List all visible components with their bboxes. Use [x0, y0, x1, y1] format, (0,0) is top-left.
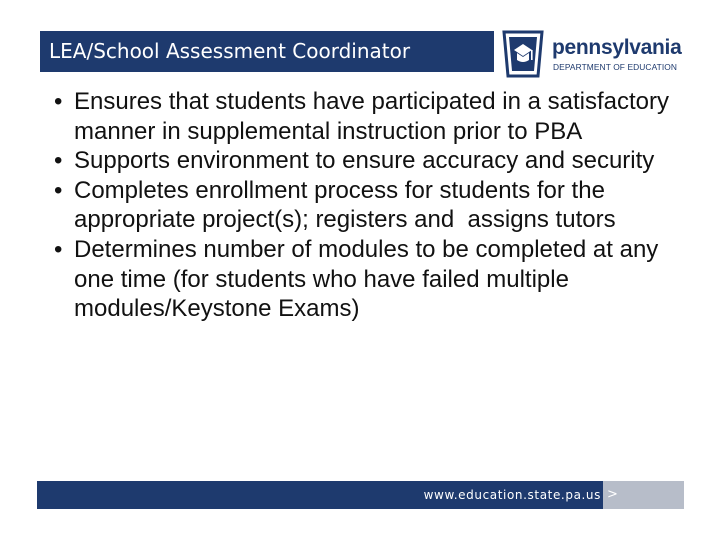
list-item-text: Completes enrollment process for students for the appropriate project(s); registers and assigns tutors — [74, 176, 616, 234]
list-item — [48, 235, 698, 324]
bullet-icon: • — [54, 235, 63, 263]
pa-education-logo — [500, 28, 690, 80]
keystone-icon — [500, 30, 546, 78]
list-item — [48, 146, 698, 176]
logo-department: DEPARTMENT OF EDUCATION — [553, 62, 678, 72]
bullet-icon: • — [54, 176, 63, 204]
bullet-icon: • — [54, 147, 63, 175]
list-item-text: Ensures that students have participated in a satisfactory manner in supplemental instruction prior to PBA — [74, 88, 669, 145]
slide-title: LEA/School Assessment Coordinator — [40, 31, 494, 72]
bullet-icon: • — [54, 88, 63, 115]
bullet-list — [48, 87, 698, 324]
list-item-text: Supports environment to ensure accuracy and security — [74, 147, 655, 175]
list-item-text: Determines number of modules to be completed at any one time (for students who have failed multiple modules/Keystone Exams) — [74, 235, 659, 323]
list-item — [48, 176, 698, 235]
logo-wordmark: pennsylvania — [552, 36, 682, 59]
footer-bar — [37, 481, 684, 509]
footer-url-link[interactable]: www.education.state.pa.us — [423, 488, 601, 502]
list-item — [48, 87, 698, 146]
next-arrow-button[interactable]: > — [603, 481, 684, 509]
